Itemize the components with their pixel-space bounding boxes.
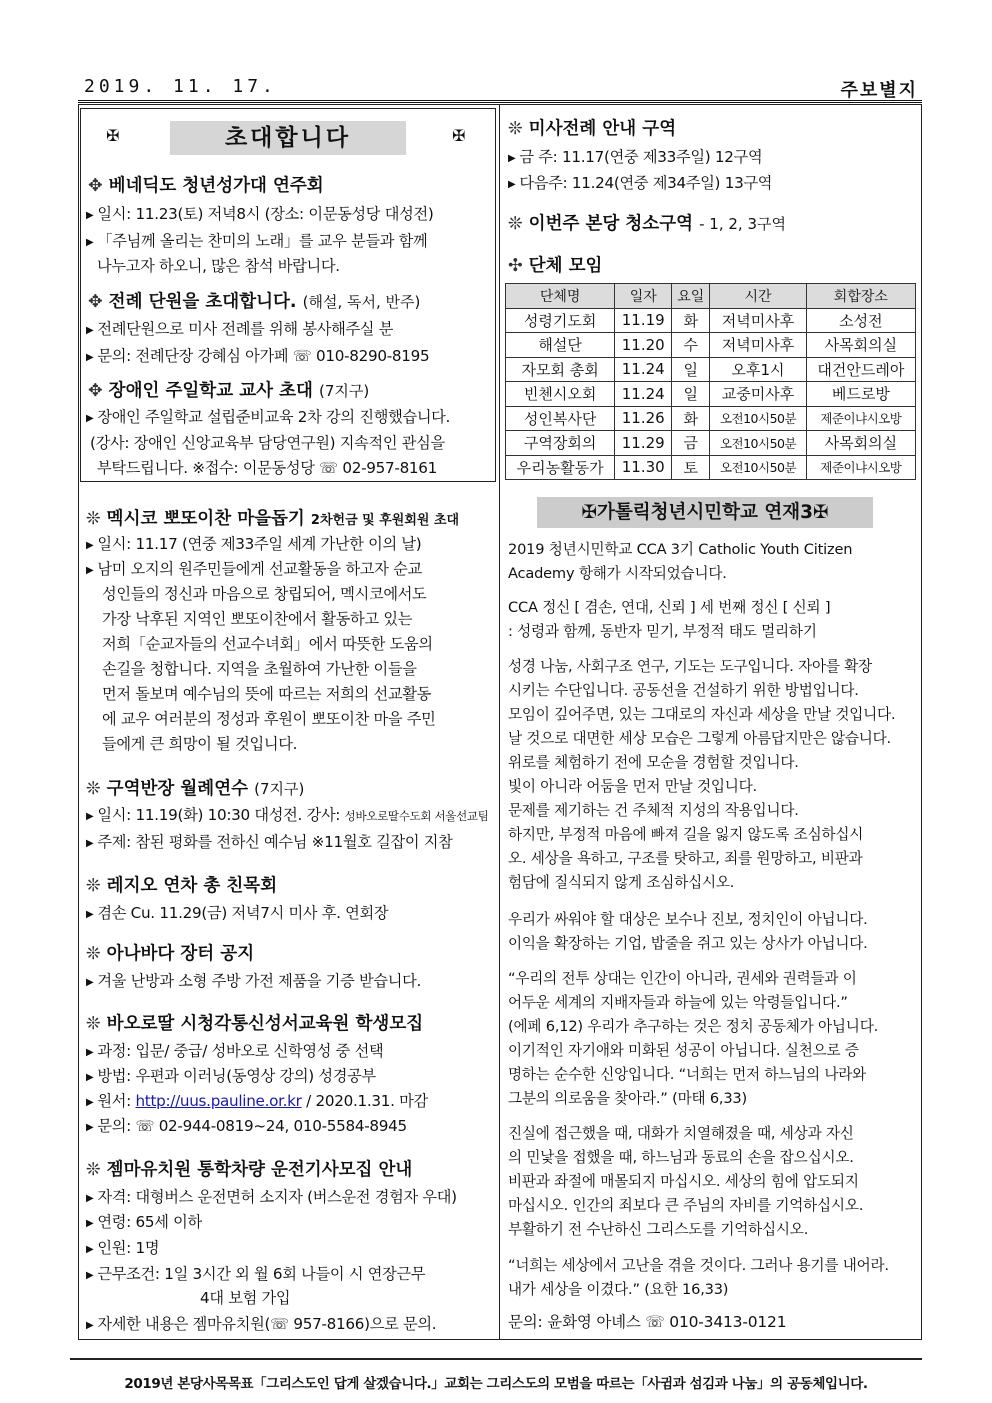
kinder-line-4: ▶ 근무조건: 1일 3시간 외 월 6회 나들이 시 연장근무	[86, 1265, 426, 1283]
pauline-link[interactable]: http://uus.pauline.or.kr	[135, 1092, 302, 1110]
bullet-icon: ▶	[86, 1218, 94, 1229]
bullet-icon: ▶	[86, 1047, 94, 1058]
table-row: 해설단 11.20 수 저녁미사후 사목회의실	[506, 333, 916, 358]
bullet-icon: ▶	[86, 352, 94, 363]
table-header-row	[506, 284, 916, 309]
cross-circle-icon: ✥	[88, 176, 103, 196]
mexico-line-2: ▶ 남미 오지의 원주민들에게 선교활동을 하고자 순교	[86, 560, 422, 578]
column-header: 요일	[672, 284, 710, 309]
sparkle-cross-icon: ✣	[508, 256, 523, 276]
bullet-icon: ▶	[86, 1097, 94, 1108]
school-paragraph-2: CCA 정신 [ 겸손, 연대, 신뢰 ] 세 번째 정신 [ 신뢰 ] : 성령과 함께, 동반자 믿기, 부정적 태도 멀리하기	[508, 599, 831, 640]
table-row: 성령기도회 11.19 화 저녁미사후 소성전	[506, 308, 916, 333]
school-paragraph-1: 2019 청년시민학교 CCA 3기 Catholic Youth Citizen Academy 항해가 시작되었습니다.	[508, 541, 853, 582]
bullet-icon: ▶	[86, 1193, 94, 1204]
mass-line-2: ▶ 다음주: 11.24(연중 제34주일) 13구역	[508, 174, 773, 192]
choir-line-1: ▶ 일시: 11.23(토) 저녁8시 (장소: 이문동성당 대성전)	[86, 205, 434, 223]
column-header: 일자	[615, 284, 672, 309]
table-row: 구역장회의 11.29 금 오전10시50분 사목회의실	[506, 431, 916, 456]
mexico-line-4: 가장 낙후된 지역인 뽀또이찬에서 활동하고 있는	[102, 610, 413, 628]
table-row: 자모회 총회 11.24 일 오후1시 대건안드레아	[506, 357, 916, 382]
legio-line-1: ▶ 겸손 Cu. 11.29(금) 저녁7시 미사 후. 연회장	[86, 904, 389, 922]
legio-heading: ❊ 레지오 연차 총 친목회	[86, 876, 278, 896]
bullet-icon: ▶	[86, 1244, 94, 1255]
flower-icon: ❊	[86, 779, 101, 799]
mexico-line-8: 에 교우 여러분의 정성과 후원이 뽀또이찬 마을 주민	[102, 710, 436, 728]
mexico-line-7: 먼저 돌보며 예수님의 뜻에 따르는 저희의 선교활동	[102, 685, 431, 703]
bullet-icon: ▶	[86, 977, 94, 988]
bullet-icon: ▶	[508, 153, 516, 164]
cross-icon: ✠	[452, 126, 466, 145]
school-paragraph-6: 진실에 접근했을 때, 대화가 치열해졌을 때, 세상과 자신 의 민낯을 접했을 때, 하느님과 동료의 손을 잡으십시오. 비판과 좌절에 매몰되지 마십시오. 세상의 힘에 압도되지 마십시오. 인간의 죄보다 큰 주님의 자비를 기억하십시오. 부활하기 전 수난하신 그리스도를 기억하십시오.	[508, 1125, 864, 1238]
bulletin-title: 주보별지	[840, 80, 918, 101]
kinder-line-3: ▶ 인원: 1명	[86, 1239, 160, 1257]
bullet-icon: ▶	[86, 1320, 94, 1331]
issue-date: 2019. 11. 17.	[84, 76, 277, 97]
bullet-icon: ▶	[86, 237, 94, 248]
mexico-line-6: 손길을 청합니다. 지역을 초월하여 가난한 이들을	[102, 660, 417, 678]
pauline-line-3: ▶ 원서: http://uus.pauline.or.kr / 2020.1.31. 마감	[86, 1092, 428, 1110]
mexico-line-3: 성인들의 정신과 마음으로 창립되어, 멕시코에서도	[102, 585, 427, 603]
kinder-line-5: 4대 보험 가입	[200, 1289, 291, 1307]
groups-heading: ✣ 단체 모임	[508, 256, 603, 276]
mass-line-1: ▶ 금 주: 11.17(연중 제33주일) 12구역	[508, 148, 763, 166]
school-paragraph-3: 성경 나눔, 사회구조 연구, 기도는 도구입니다. 자아를 확장 시키는 수단입니다. 공동선을 건설하기 위한 방법입니다. 모임이 깊어주면, 있는 그대로의 자신과 세상을 만날 것입니다. 날 것으로 대면한 세상 모습은 그렇게 아름답지만은 않습니다. 위로를 체험하기 전에 모순을 경험할 것입니다. 빛이 아니라 어둠을 먼저 만날 것입니다. 문제를 제기하는 건 주체적 지성의 작용입니다. 하지만, 부정적 마음에 빠져 길을 잃지 않도록 조심하십시 오. 세상을 욕하고, 구조를 탓하고, 죄를 원망하고, 비판과 험담에 질식되지 않게 조심하십시오.	[508, 658, 896, 891]
liturgy-line-1: ▶ 전례단원으로 미사 전례를 위해 봉사해주실 분	[86, 320, 394, 338]
bullet-icon: ▶	[86, 811, 94, 822]
disabled-line-3: 부탁드립니다. ※접수: 이문동성당 ☏ 02-957-8161	[97, 459, 438, 477]
bullet-icon: ▶	[86, 325, 94, 336]
leaders-line-2: ▶ 주제: 참된 평화를 전하신 예수님 ※11월호 길잡이 지참	[86, 833, 453, 851]
flower-icon: ❊	[86, 1014, 101, 1034]
column-header: 단체명	[506, 284, 615, 309]
column-header: 시간	[710, 284, 806, 309]
section-title: 베네딕도 청년성가대 연주회	[108, 176, 324, 196]
column-divider	[499, 104, 500, 1340]
table-row: 우리농활동가 11.30 토 오전10시50분 제준이냐시오방	[506, 455, 916, 480]
column-header: 회합장소	[806, 284, 915, 309]
invite-title: 초대합니다	[170, 121, 406, 155]
bullet-icon: ▶	[86, 210, 94, 221]
table-row: 빈첸시오회 11.24 일 교중미사후 베드로방	[506, 382, 916, 407]
bullet-icon: ▶	[86, 909, 94, 920]
bullet-icon: ▶	[86, 1122, 94, 1133]
bullet-icon: ▶	[86, 1072, 94, 1083]
flower-icon: ❊	[508, 119, 523, 139]
mexico-line-5: 저희「순교자들의 선교수녀회」에서 따뜻한 도움의	[102, 635, 433, 653]
bullet-icon: ▶	[86, 1270, 94, 1281]
school-paragraph-7: “너희는 세상에서 고난을 겪을 것이다. 그러나 용기를 내어라. 내가 세상을 이겼다.” (요한 16,33)	[508, 1257, 889, 1298]
kinder-line-1: ▶ 자격: 대형버스 운전면허 소지자 (버스운전 경험자 우대)	[86, 1188, 457, 1206]
flower-icon: ❊	[86, 876, 101, 896]
disabled-line-2: (강사: 장애인 신앙교육부 담당연구원) 지속적인 관심을	[90, 434, 445, 452]
choir-line-3: 나누고자 하오니, 많은 참석 바랍니다.	[97, 257, 340, 275]
meetings-table	[505, 283, 916, 480]
bullet-icon: ▶	[86, 838, 94, 849]
market-heading: ❊ 아나바다 장터 공지	[86, 944, 255, 964]
mexico-line-9: 들에게 큰 희망이 될 것입니다.	[102, 735, 298, 753]
mass-heading: ❊ 미사전례 안내 구역	[508, 119, 677, 139]
youth-school-title: ✠가톨릭청년시민학교 연재3✠	[537, 497, 873, 528]
bullet-icon: ▶	[86, 413, 94, 424]
school-contact: 문의: 윤화영 아녜스 ☏ 010-3413-0121	[508, 1313, 787, 1331]
disabled-school-heading: ✥ 장애인 주일학교 교사 초대 (7지구)	[88, 381, 370, 401]
choir-line-2: ▶ 「주님께 올리는 찬미의 노래」를 교우 분들과 함께	[86, 232, 428, 250]
footer-rule	[70, 1358, 922, 1360]
bullet-icon: ▶	[86, 565, 94, 576]
disabled-line-1: ▶ 장애인 주일학교 설립준비교육 2차 강의 진행했습니다.	[86, 408, 451, 426]
pauline-line-4: ▶ 문의: ☏ 02-944-0819~24, 010-5584-8945	[86, 1117, 407, 1135]
mexico-heading: ❊ 멕시코 뽀또이찬 마을돕기 2차헌금 및 후원회원 초대	[86, 509, 460, 529]
school-paragraph-5: “우리의 전투 상대는 인간이 아니라, 권세와 권력들과 이 어두운 세계의 지배자들과 하늘에 있는 악령들입니다.” (에페 6,12) 우리가 추구하는 것은 정치 공동체가 아닙니다. 이기적인 자기애와 미화된 성공이 아닙니다. 실천으로 증 명하는 순수한 신앙입니다. “너희는 먼저 하느님의 나라와 그분의 의로움을 찾아라.” (마태 6,33)	[508, 970, 879, 1107]
pastoral-motto: 2019년 본당사목목표「그리스도인 답게 살겠습니다.」교회는 그리스도의 모범을 따르는「사귐과 섬김과 나눔」의 공동체입니다.	[124, 1376, 868, 1392]
leaders-line-1: ▶ 일시: 11.19(화) 10:30 대성전. 강사: 성바오로딸수도회 서울선교팀	[86, 806, 489, 824]
bullet-icon: ▶	[508, 179, 516, 190]
kinder-heading: ❊ 젬마유치원 통학차량 운전기사모집 안내	[86, 1160, 413, 1180]
flower-icon: ❊	[86, 1160, 101, 1180]
cross-circle-icon: ✥	[88, 292, 103, 312]
pauline-heading: ❊ 바오로딸 시청각통신성서교육원 학생모집	[86, 1014, 424, 1034]
flower-icon: ❊	[86, 509, 101, 529]
school-paragraph-4: 우리가 싸워야 할 대상은 보수나 진보, 정치인이 아닙니다. 이익을 확장하는 기업, 밥줄을 쥐고 있는 상사가 아닙니다.	[508, 911, 868, 952]
flower-icon: ❊	[508, 214, 523, 234]
cleaning-heading: ❊ 이번주 본당 청소구역 - 1, 2, 3구역	[508, 214, 786, 234]
liturgy-heading: ✥ 전례 단원을 초대합니다. (해설, 독서, 반주)	[88, 292, 421, 312]
bullet-icon: ▶	[86, 540, 94, 551]
pauline-line-2: ▶ 방법: 우편과 이러닝(동영상 강의) 성경공부	[86, 1067, 376, 1085]
cross-circle-icon: ✥	[88, 381, 103, 401]
pauline-line-1: ▶ 과정: 입문/ 중급/ 성바오로 신학영성 중 선택	[86, 1042, 384, 1060]
kinder-line-2: ▶ 연령: 65세 이하	[86, 1213, 202, 1231]
table-row: 성인복사단 11.26 화 오전10시50분 제준이냐시오방	[506, 406, 916, 431]
choir-concert-heading	[88, 172, 324, 197]
kinder-line-6: ▶ 자세한 내용은 젬마유치원(☏ 957-8166)으로 문의.	[86, 1315, 437, 1333]
flower-icon: ❊	[86, 944, 101, 964]
mexico-line-1: ▶ 일시: 11.17 (연중 제33주일 세계 가난한 이의 날)	[86, 535, 422, 553]
leaders-heading: ❊ 구역반장 월례연수 (7지구)	[86, 779, 305, 799]
market-line-1: ▶ 겨울 난방과 소형 주방 가전 제품을 기증 받습니다.	[86, 972, 422, 990]
liturgy-line-2: ▶ 문의: 전례단장 강혜심 아가페 ☏ 010-8290-8195	[86, 347, 430, 365]
cross-icon: ✠	[106, 126, 120, 145]
